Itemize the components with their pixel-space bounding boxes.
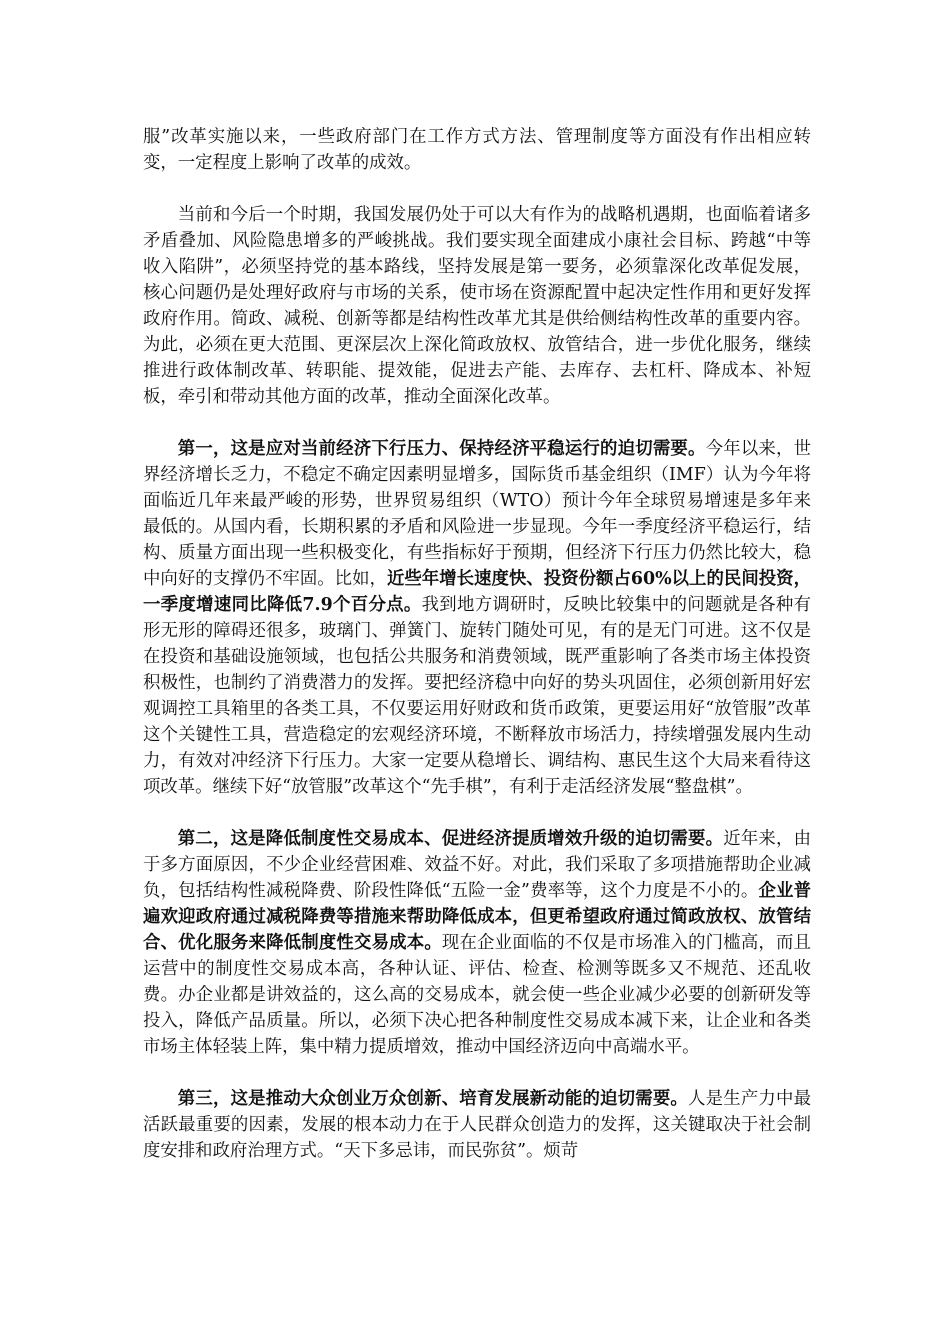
emphasis-text: 近些年增长速度快、投资份额占60%以上的民间投资，一季度增速同比降低7.9个百分点。	[143, 569, 811, 615]
paragraph-point-three	[143, 1086, 811, 1164]
paragraph-continuation	[143, 124, 811, 176]
paragraph-text: 今年以来，世界经济增长乏力，不稳定不确定因素明显增多，国际货币基金组织（IMF）认为今年将面临近几年来最严峻的形势，世界贸易组织（WTO）预计今年全球贸易增速是多年来最低的。从国内看，长期积累的矛盾和风险进一步显现。今年一季度经济平稳运行，结构、质量方面出现一些积极变化，有些指标好于预期，但经济下行压力仍然比较大，稳中向好的支撑仍不牢固。比如，	[143, 439, 811, 589]
paragraph-text: 现在企业面临的不仅是市场准入的门槛高，而且运营中的制度性交易成本高，各种认证、评估、检查、检测等既多又不规范、还乱收费。办企业都是讲效益的，这么高的交易成本，就会使一些企业减少必要的创新研发等投入，降低产品质量。所以，必须下决心把各种制度性交易成本减下来，让企业和各类市场主体轻装上阵，集中精力提质增效，推动中国经济迈向中高端水平。	[143, 933, 811, 1057]
point-heading: 第二，这是降低制度性交易成本、促进经济提质增效升级的迫切需要。	[177, 829, 724, 849]
paragraph-text: 当前和今后一个时期，我国发展仍处于可以大有作为的战略机遇期，也面临着诸多矛盾叠加、风险隐患增多的严峻挑战。我们要实现全面建成小康社会目标、跨越“中等收入陷阱”，必须坚持党的基本路线，坚持发展是第一要务，必须靠深化改革促发展，核心问题仍是处理好政府与市场的关系，使市场在资源配置中起决定性作用和更好发挥政府作用。简政、减税、创新等都是结构性改革尤其是供给侧结构性改革的重要内容。为此，必须在更大范围、更深层次上深化简政放权、放管结合，进一步优化服务，继续推进行政体制改革、转职能、提效能，促进去产能、去库存、去杠杆、降成本、补短板，牵引和带动其他方面的改革，推动全面深化改革。	[143, 205, 811, 407]
paragraph-point-two	[143, 826, 811, 1060]
paragraph-text: 近年来，由于多方面原因，不少企业经营困难、效益不好。对此，我们采取了多项措施帮助企业减负，包括结构性减税降费、阶段性降低“五险一金”费率等，这个力度是不小的。	[143, 829, 811, 901]
paragraph-text: 人是生产力中最活跃最重要的因素，发展的根本动力在于人民群众创造力的发挥，这关键取决于社会制度安排和政府治理方式。“天下多忌讳，而民弥贫”。烦苛	[143, 1089, 811, 1161]
point-heading: 第一，这是应对当前经济下行压力、保持经济平稳运行的迫切需要。	[177, 439, 706, 459]
paragraph-point-one	[143, 436, 811, 800]
document-body	[143, 124, 811, 1190]
paragraph-text: 服”改革实施以来，一些政府部门在工作方式方法、管理制度等方面没有作出相应转变，一定程度上影响了改革的成效。	[143, 127, 811, 173]
point-heading: 第三，这是推动大众创业万众创新、培育发展新动能的迫切需要。	[177, 1089, 689, 1109]
paragraph-text: 我到地方调研时，反映比较集中的问题就是各种有形无形的障碍还很多，玻璃门、弹簧门、旋转门随处可见，有的是无门可进。这不仅是在投资和基础设施领域，也包括公共服务和消费领域，既严重影响了各类市场主体投资积极性，也制约了消费潜力的发挥。要把经济稳中向好的势头巩固住，必须创新用好宏观调控工具箱里的各类工具，不仅要运用好财政和货币政策，更要运用好“放管服”改革这个关键性工具，营造稳定的宏观经济环境，不断释放市场活力，持续增强发展内生动力，有效对冲经济下行压力。大家一定要从稳增长、调结构、惠民生这个大局来看待这项改革。继续下好“放管服”改革这个“先手棋”，有利于走活经济发展“整盘棋”。	[143, 595, 811, 797]
paragraph-strategic-period	[143, 202, 811, 410]
emphasis-text: 企业普遍欢迎政府通过减税降费等措施来帮助降低成本，但更希望政府通过简政放权、放管结合、优化服务来降低制度性交易成本。	[143, 881, 811, 953]
